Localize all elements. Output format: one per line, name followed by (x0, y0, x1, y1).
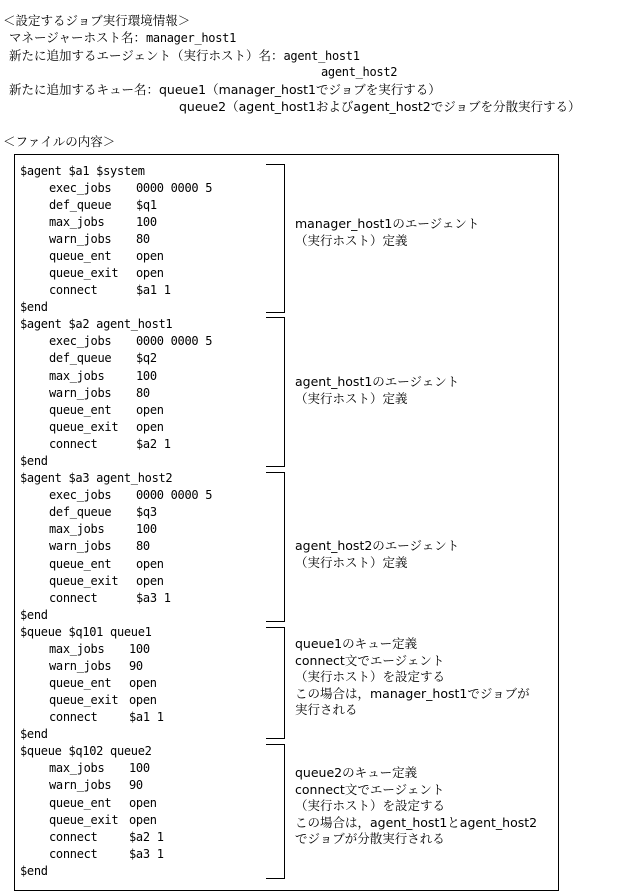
env-info-heading: ＜設定するジョブ実行環境情報＞ (3, 13, 191, 28)
block-end: $end (20, 300, 48, 314)
param-line: queue_exit open (49, 574, 164, 588)
param-line: queue_ent open (49, 403, 164, 417)
param-line: connect $a2 1 (49, 830, 164, 844)
queue-value-2: queue2（agent_host1およびagent_host2でジョブを分散実行する） (179, 99, 581, 114)
param-line: def_queue $q3 (49, 505, 157, 519)
param-line: connect $a2 1 (49, 437, 171, 451)
queue-label: 新たに追加するキュー名： (5, 82, 159, 97)
block-header: $queue $q101 queue1 (20, 625, 152, 639)
block-header: $agent $a1 $system (20, 164, 145, 178)
param-line: def_queue $q1 (49, 198, 157, 212)
param-line: warn_jobs 80 (49, 539, 150, 553)
param-line: warn_jobs 90 (49, 659, 143, 673)
file-contents-heading: ＜ファイルの内容＞ (3, 134, 116, 149)
annotation: manager_host1のエージェント （実行ホスト）定義 (295, 216, 480, 248)
param-line: max_jobs 100 (49, 642, 150, 656)
block-end: $end (20, 727, 48, 741)
annotation: agent_host1のエージェント （実行ホスト）定義 (295, 374, 460, 406)
bracket (266, 472, 285, 622)
param-line: warn_jobs 80 (49, 386, 150, 400)
param-line: queue_exit open (49, 693, 157, 707)
annotation: queue2のキュー定義 connect文でエージェント （実行ホスト）を設定する この場合は，agent_host1とagent_host2 でジョブが分散実行される (295, 765, 538, 846)
block-end: $end (20, 454, 48, 468)
bracket (266, 317, 285, 467)
manager-host-line (5, 29, 236, 47)
param-line: connect $a1 1 (49, 283, 171, 297)
param-line: warn_jobs 80 (49, 232, 150, 246)
manager-host-label: マネージャーホスト名： (5, 30, 146, 45)
agent-host-label: 新たに追加するエージェント（実行ホスト）名： (5, 48, 284, 63)
agent-host-value-1: agent_host1 (283, 49, 360, 63)
param-line: exec_jobs 0000 0000 5 (49, 488, 213, 502)
block-header: $agent $a2 agent_host1 (20, 317, 173, 331)
block-header: $queue $q102 queue2 (20, 744, 152, 758)
param-line: queue_exit open (49, 266, 164, 280)
agent-host-line (5, 47, 360, 65)
param-line: queue_ent open (49, 676, 157, 690)
param-line: exec_jobs 0000 0000 5 (49, 181, 213, 195)
annotation: queue1のキュー定義 connect文でエージェント （実行ホスト）を設定する この場合は，manager_host1でジョブが 実行される (295, 636, 530, 717)
block-end: $end (20, 608, 48, 622)
param-line: queue_ent open (49, 557, 164, 571)
param-line: queue_ent open (49, 249, 164, 263)
block-header: $agent $a3 agent_host2 (20, 471, 173, 485)
param-line: connect $a3 1 (49, 591, 171, 605)
param-line: connect $a1 1 (49, 710, 164, 724)
param-line: connect $a3 1 (49, 847, 164, 861)
block-end: $end (20, 864, 48, 878)
agent-host-value-2: agent_host2 (321, 65, 398, 79)
param-line: max_jobs 100 (49, 522, 157, 536)
param-line: warn_jobs 90 (49, 778, 143, 792)
param-line: max_jobs 100 (49, 369, 157, 383)
annotation: agent_host2のエージェント （実行ホスト）定義 (295, 538, 460, 570)
param-line: max_jobs 100 (49, 215, 157, 229)
param-line: queue_ent open (49, 796, 157, 810)
bracket (266, 744, 285, 879)
param-line: exec_jobs 0000 0000 5 (49, 334, 213, 348)
queue-value-1: queue1（manager_host1でジョブを実行する） (158, 82, 441, 97)
param-line: max_jobs 100 (49, 761, 150, 775)
manager-host-value: manager_host1 (145, 31, 237, 45)
param-line: def_queue $q2 (49, 351, 157, 365)
param-line: queue_exit open (49, 420, 164, 434)
bracket (266, 164, 285, 313)
queue-line (5, 81, 441, 98)
bracket (266, 627, 285, 739)
param-line: queue_exit open (49, 813, 157, 827)
